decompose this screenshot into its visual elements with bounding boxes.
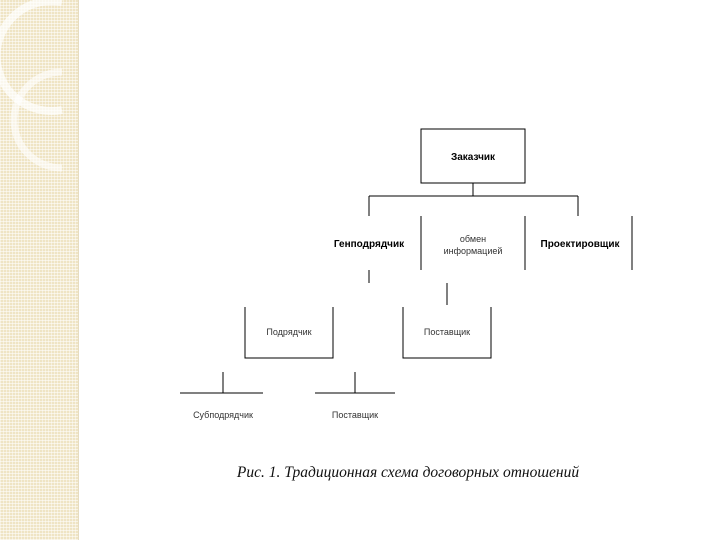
customer-label: Заказчик	[450, 152, 496, 163]
info-exchange-label-line2: информацией	[443, 246, 503, 256]
contractor-label: Подрядчик	[266, 327, 312, 337]
figure-caption: Рис. 1. Традиционная схема договорных отношений	[236, 464, 580, 481]
supplier-bottom-label: Поставщик	[331, 410, 379, 420]
info-exchange-label-line1: обмен	[459, 234, 487, 244]
general-contractor-label: Генподрядчик	[333, 239, 405, 250]
supplier-top-label: Поставщик	[423, 327, 471, 337]
subcontractor-label: Субподрядчик	[193, 410, 253, 420]
designer-label: Проектировщик	[540, 239, 620, 250]
connectors	[180, 129, 632, 393]
